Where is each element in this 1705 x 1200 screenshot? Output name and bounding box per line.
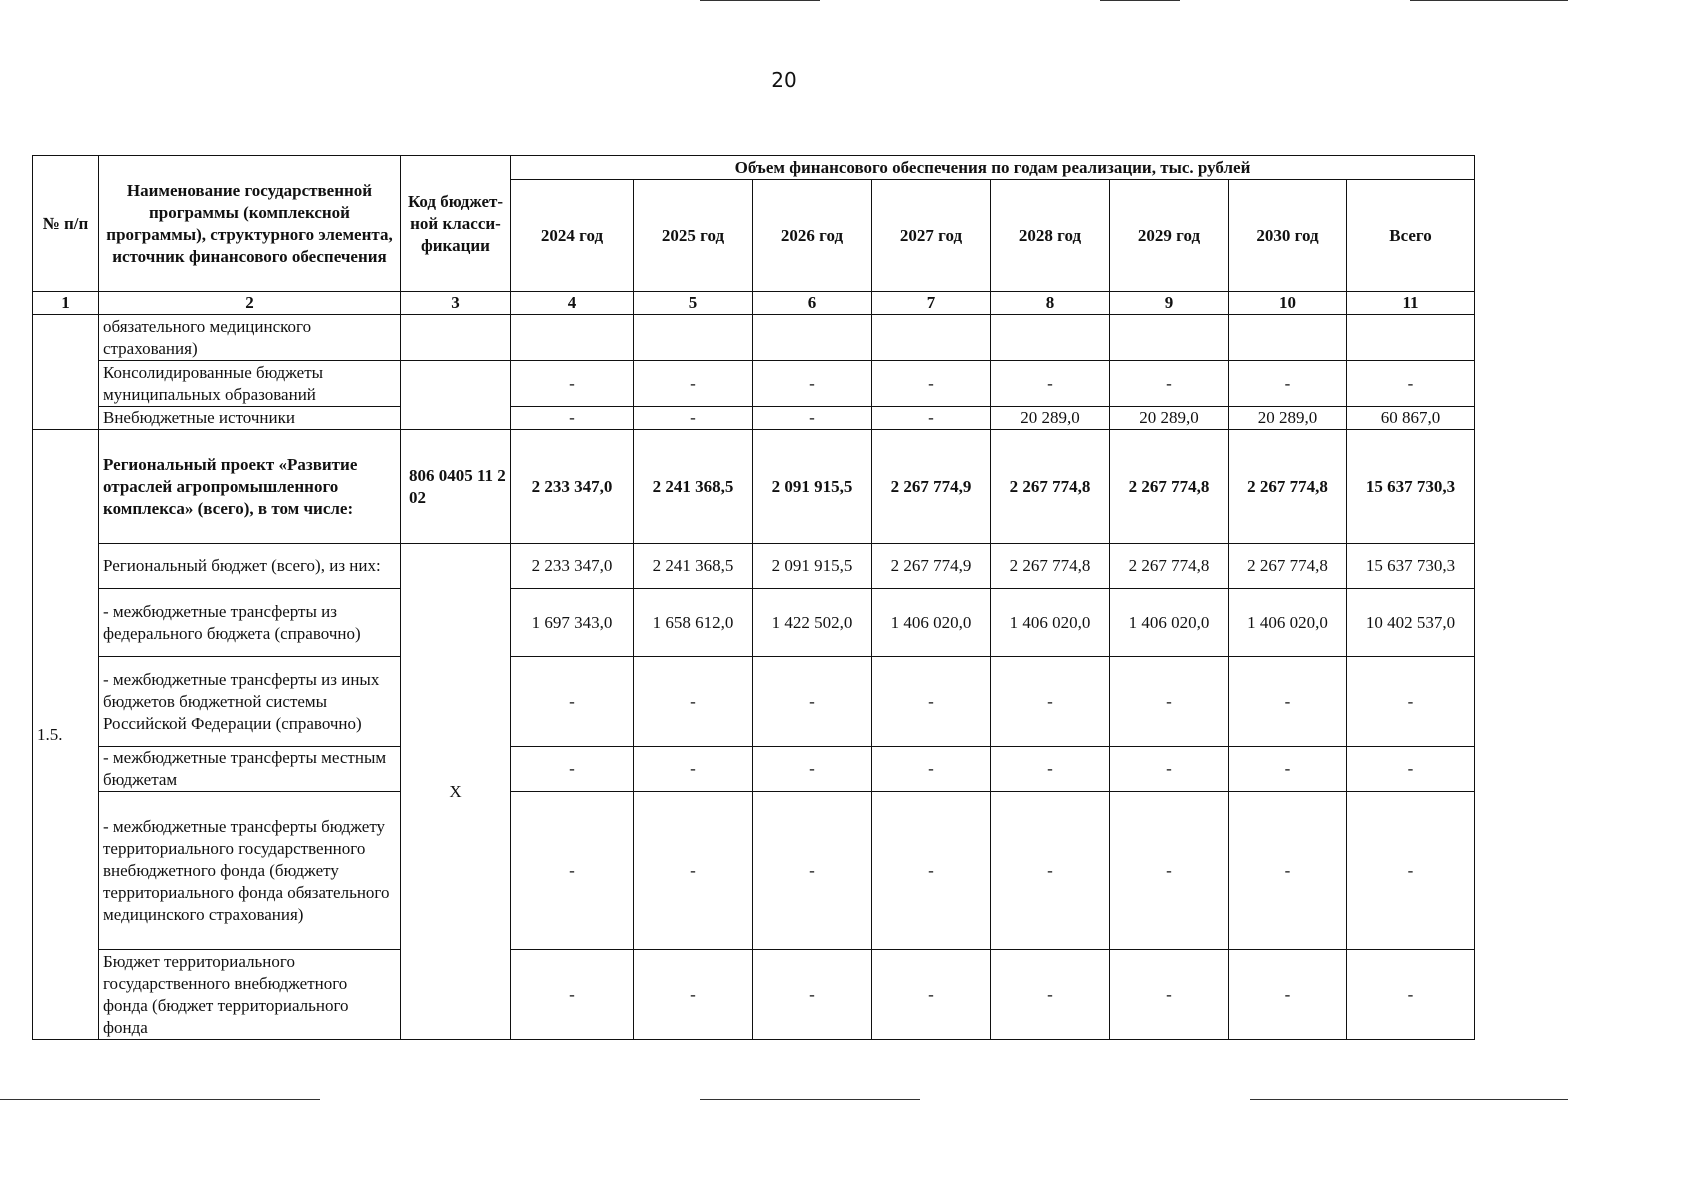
header-code: Код бюджет-ной класси-фикации <box>401 156 511 292</box>
row-name: Бюджет территориального государственного внебюджетного фонда (бюджет территориального фонда <box>99 950 401 1040</box>
row-name: - межбюджетные трансферты местным бюджетам <box>99 747 401 792</box>
value-cell: 1 422 502,0 <box>753 589 872 657</box>
value-cell <box>1229 315 1347 361</box>
value-cell: - <box>634 407 753 430</box>
value-cell: 2 233 347,0 <box>511 430 634 544</box>
value-cell: - <box>753 407 872 430</box>
page-number: 20 <box>771 68 797 92</box>
value-cell: 1 406 020,0 <box>1229 589 1347 657</box>
header-total: Всего <box>1347 180 1475 292</box>
row-name: Внебюджетные источники <box>99 407 401 430</box>
value-cell: - <box>1110 950 1229 1040</box>
value-cell: - <box>511 361 634 407</box>
value-cell: 1 697 343,0 <box>511 589 634 657</box>
table-row <box>33 589 1475 657</box>
value-cell: - <box>634 792 753 950</box>
column-index: 2 <box>99 292 401 315</box>
header-row-1 <box>33 156 1475 180</box>
value-cell: - <box>511 950 634 1040</box>
value-cell <box>991 315 1110 361</box>
column-index: 11 <box>1347 292 1475 315</box>
value-cell: 20 289,0 <box>1110 407 1229 430</box>
value-cell: - <box>872 657 991 747</box>
row-name: Региональный проект «Развитие отраслей агропромышленного комплекса» (всего), в том числе: <box>99 430 401 544</box>
row-name: обязательного медицинского страхования) <box>99 315 401 361</box>
header-year-2028: 2028 год <box>991 180 1110 292</box>
table-row <box>33 747 1475 792</box>
value-cell: 2 241 368,5 <box>634 544 753 589</box>
value-cell <box>634 315 753 361</box>
value-cell: 1 406 020,0 <box>1110 589 1229 657</box>
value-cell: - <box>753 747 872 792</box>
value-cell: - <box>1110 657 1229 747</box>
value-cell: - <box>991 657 1110 747</box>
table-row <box>33 315 1475 361</box>
header-num: № п/п <box>33 156 99 292</box>
top-scan-line-mid <box>1100 0 1180 1</box>
value-cell: - <box>1347 747 1475 792</box>
value-cell: 2 267 774,9 <box>872 544 991 589</box>
row-code: 806 0405 11 2 02 <box>401 430 511 544</box>
value-cell: - <box>1229 361 1347 407</box>
value-cell: 15 637 730,3 <box>1347 544 1475 589</box>
value-cell: - <box>1229 792 1347 950</box>
value-cell: 2 267 774,8 <box>991 544 1110 589</box>
value-cell: - <box>634 950 753 1040</box>
value-cell: 1 406 020,0 <box>872 589 991 657</box>
value-cell: - <box>1347 657 1475 747</box>
bottom-scan-line-mid <box>700 1099 920 1100</box>
value-cell: - <box>1229 950 1347 1040</box>
value-cell: - <box>511 792 634 950</box>
value-cell: - <box>634 361 753 407</box>
column-index: 8 <box>991 292 1110 315</box>
value-cell: 2 091 915,5 <box>753 544 872 589</box>
table-row <box>33 950 1475 1040</box>
row-name: Консолидированные бюджеты муниципальных образований <box>99 361 401 407</box>
header-group: Объем финансового обеспечения по годам реализации, тыс. рублей <box>511 156 1475 180</box>
value-cell: - <box>634 747 753 792</box>
value-cell: 2 267 774,8 <box>991 430 1110 544</box>
value-cell: - <box>753 361 872 407</box>
header-year-2026: 2026 год <box>753 180 872 292</box>
row-code: X <box>401 544 511 1040</box>
value-cell: 60 867,0 <box>1347 407 1475 430</box>
value-cell: 2 267 774,8 <box>1110 430 1229 544</box>
column-index-row <box>33 292 1475 315</box>
value-cell: - <box>753 657 872 747</box>
value-cell: 2 267 774,9 <box>872 430 991 544</box>
value-cell: 2 091 915,5 <box>753 430 872 544</box>
value-cell: 20 289,0 <box>1229 407 1347 430</box>
value-cell: 15 637 730,3 <box>1347 430 1475 544</box>
value-cell: - <box>1110 747 1229 792</box>
table-row <box>33 657 1475 747</box>
value-cell: 1 658 612,0 <box>634 589 753 657</box>
value-cell: - <box>511 747 634 792</box>
header-year-2025: 2025 год <box>634 180 753 292</box>
value-cell <box>511 315 634 361</box>
value-cell: - <box>991 792 1110 950</box>
header-year-2030: 2030 год <box>1229 180 1347 292</box>
value-cell: - <box>872 950 991 1040</box>
top-scan-line-right <box>1410 0 1568 1</box>
column-index: 4 <box>511 292 634 315</box>
column-index: 10 <box>1229 292 1347 315</box>
bottom-scan-line-left <box>0 1099 320 1100</box>
value-cell: - <box>753 792 872 950</box>
value-cell <box>1110 315 1229 361</box>
row-num <box>33 315 99 430</box>
header-year-2029: 2029 год <box>1110 180 1229 292</box>
row-code <box>401 361 511 430</box>
value-cell: - <box>634 657 753 747</box>
header-name: Наименование государственной программы (комплексной программы), структурного элемента, источник финансового обеспечения <box>99 156 401 292</box>
column-index: 6 <box>753 292 872 315</box>
header-year-2024: 2024 год <box>511 180 634 292</box>
value-cell: - <box>872 407 991 430</box>
value-cell: - <box>753 950 872 1040</box>
row-num: 1.5. <box>33 430 99 1040</box>
value-cell: - <box>1110 361 1229 407</box>
value-cell: 20 289,0 <box>991 407 1110 430</box>
value-cell: - <box>1229 657 1347 747</box>
value-cell: 2 241 368,5 <box>634 430 753 544</box>
value-cell: 2 233 347,0 <box>511 544 634 589</box>
row-name: - межбюджетные трансферты из иных бюджетов бюджетной системы Российской Федерации (справочно) <box>99 657 401 747</box>
value-cell: - <box>991 747 1110 792</box>
bottom-scan-line-right <box>1250 1099 1568 1100</box>
value-cell: 1 406 020,0 <box>991 589 1110 657</box>
value-cell <box>872 315 991 361</box>
value-cell: 2 267 774,8 <box>1229 544 1347 589</box>
table-row <box>33 544 1475 589</box>
value-cell: - <box>872 747 991 792</box>
value-cell: - <box>991 361 1110 407</box>
value-cell: - <box>1347 792 1475 950</box>
value-cell: 2 267 774,8 <box>1110 544 1229 589</box>
column-index: 5 <box>634 292 753 315</box>
value-cell: - <box>1347 361 1475 407</box>
value-cell: - <box>1347 950 1475 1040</box>
table-row <box>33 361 1475 407</box>
value-cell <box>753 315 872 361</box>
column-index: 7 <box>872 292 991 315</box>
top-scan-line-left <box>700 0 820 1</box>
value-cell: - <box>511 407 634 430</box>
table-row <box>33 407 1475 430</box>
value-cell <box>1347 315 1475 361</box>
header-year-2027: 2027 год <box>872 180 991 292</box>
row-name: Региональный бюджет (всего), из них: <box>99 544 401 589</box>
value-cell: - <box>511 657 634 747</box>
table-row <box>33 430 1475 544</box>
financing-table <box>32 155 1475 1040</box>
value-cell: - <box>872 361 991 407</box>
value-cell: 10 402 537,0 <box>1347 589 1475 657</box>
value-cell: - <box>991 950 1110 1040</box>
row-name: - межбюджетные трансферты бюджету территориального государственного внебюджетного фонда (бюджету территориального фонда обязательного медицинского страхования) <box>99 792 401 950</box>
column-index: 1 <box>33 292 99 315</box>
value-cell: - <box>872 792 991 950</box>
column-index: 9 <box>1110 292 1229 315</box>
value-cell: - <box>1110 792 1229 950</box>
column-index: 3 <box>401 292 511 315</box>
table-row <box>33 792 1475 950</box>
row-name: - межбюджетные трансферты из федерального бюджета (справочно) <box>99 589 401 657</box>
row-code <box>401 315 511 361</box>
value-cell: - <box>1229 747 1347 792</box>
value-cell: 2 267 774,8 <box>1229 430 1347 544</box>
